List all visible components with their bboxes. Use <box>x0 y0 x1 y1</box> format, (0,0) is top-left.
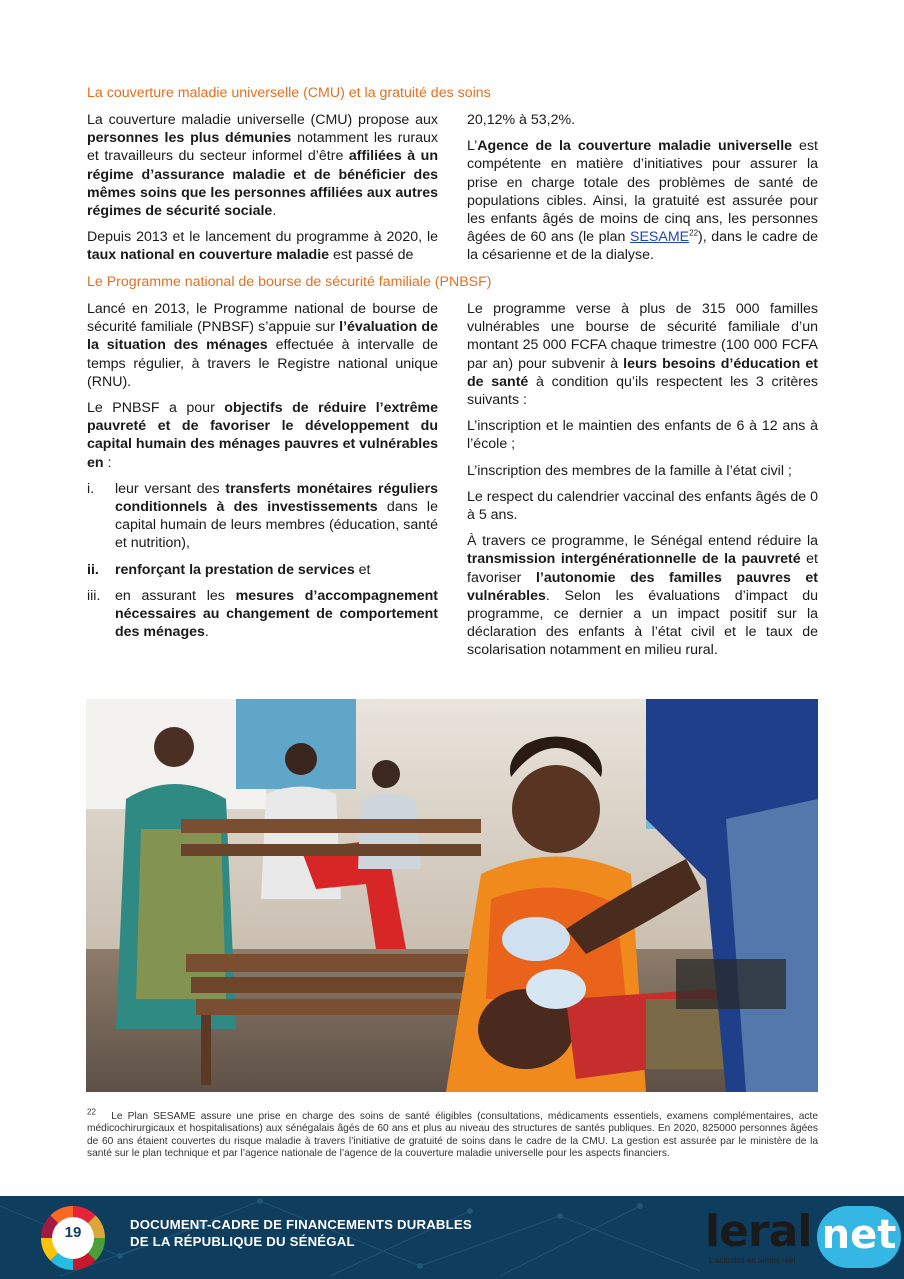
text-run: À travers ce programme, le Sénégal entend réduire la <box>467 533 818 550</box>
pnbsf-criterion-3: Le respect du calendrier vaccinal des enfants âgés de 0 à 5 ans. <box>467 488 818 524</box>
pnbsf-paragraph-4 <box>467 532 818 659</box>
page-number: 19 <box>64 1224 82 1241</box>
bold-text: personnes les plus démunies <box>87 130 292 147</box>
list-item-number: i. <box>87 480 95 497</box>
logo-net: net <box>817 1206 901 1268</box>
bold-text: transferts monétaires réguliers conditionnels à des investissements <box>115 480 438 516</box>
text-run: notamment les ruraux et travailleurs du secteur informel d’être <box>87 130 438 165</box>
page-footer <box>0 1196 904 1279</box>
bold-text: affiliées à un régime d’assurance maladie et de bénéficier des mêmes soins que les personnes affiliées aux autres régimes de sécurité sociale <box>87 148 438 220</box>
bold-text: taux national en couverture maladie <box>87 247 330 264</box>
bold-text: transmission intergénérationnelle de la pauvreté <box>467 551 801 568</box>
cmu-paragraph-1 <box>87 111 438 220</box>
list-item-number: ii. <box>87 561 99 578</box>
text-run: Depuis 2013 et le lancement du programme à 2020, le <box>87 229 438 246</box>
text-run: en assurant les <box>115 587 236 604</box>
pnbsf-paragraph-3 <box>467 300 818 409</box>
footnote-ref-22: 22 <box>689 228 699 238</box>
footnote-number: 22 <box>87 1107 96 1117</box>
cmu-paragraph-4: L’Agence de la couverture maladie universelle est compétente en matière d’initiatives pour assurer la prise en charge totale des problèmes de santé de populations cibles. Ainsi, la gratuité est assurée pour les enfants âgés de moins de cinq ans, les personnes âgées de 60 ans (le plan SESAME$^{22}$), dans le cadre de la césarienne et de la dialyse. <box>467 138 818 264</box>
text-run: Lancé en 2013, le Programme national de bourse de sécurité familiale (PNBSF) s’appuie sur <box>87 301 438 336</box>
text-run: à condition qu’ils respectent les 3 critères suivants : <box>467 373 819 409</box>
cmu-right-column <box>467 111 818 273</box>
text-run: . <box>272 203 277 220</box>
text-run: dans le capital humain de leurs membres (éducation, santé et nutrition), <box>115 499 438 552</box>
list-item <box>87 561 438 579</box>
pnbsf-criterion-2: L’inscription des membres de la famille à l’état civil ; <box>467 462 792 479</box>
list-item <box>87 587 438 642</box>
text-run: . <box>204 624 209 641</box>
text-run: est passé de <box>329 247 414 264</box>
document-title: DOCUMENT-CADRE DE FINANCEMENTS DURABLES DE LA RÉPUBLIQUE DU SÉNÉGAL <box>130 1217 472 1249</box>
text-run: . Selon les évaluations d’impact du programme, ce dernier a un impact positif sur la déclaration des enfants à l’état civil et le taux de scolarisation notamment en milieu rural. <box>467 587 818 659</box>
photo-illustration <box>86 699 818 1092</box>
cmu-left-column <box>87 111 438 273</box>
text-run: Le programme verse à plus de 315 000 familles vulnérables une bourse de sécurité familiale d’un montant 25 000 FCFA chaque trimestre (100 000 FCFA par an) pour subvenir à <box>467 301 818 372</box>
text-run: Le PNBSF a pour <box>87 400 225 417</box>
section-heading-pnbsf: Le Programme national de bourse de sécurité familiale (PNBSF) <box>87 274 492 290</box>
leral-net-logo <box>705 1204 901 1274</box>
bold-text: l’évaluation de la situation des ménages <box>87 319 438 354</box>
text-run: et favoriser <box>467 551 819 586</box>
cmu-paragraph-2 <box>87 228 438 264</box>
bold-text: objectifs de réduire l’extrême pauvreté et de favoriser le développement du capital humain des ménages pauvres et vulnérables en <box>87 400 439 471</box>
text-run: leur versant des <box>115 480 226 497</box>
text-run: : <box>103 454 112 471</box>
vaccination-photo <box>86 699 818 1092</box>
pnbsf-left-column <box>87 300 438 649</box>
pnbsf-criterion-1: L’inscription et le maintien des enfants de 6 à 12 ans à l’école ; <box>467 418 818 453</box>
bold-text: leurs besoins d’éducation et de santé <box>467 355 818 390</box>
sesame-link[interactable]: SESAME <box>630 229 690 246</box>
footnote-22: $^{22}$ Le Plan SESAME assure une prise en charge des soins de santé éligibles (consultations, médicaments essentiels, examens complémentaires, acte médicochirurgicaux et hospitalisations) aux sénégalais âgés de 60 ans et plus au niveau des structures de santés publiques. En 2020, 825000 personnes âgées de 60 ans étaient couvertes du risque maladie à travers l’initiative de gratuité de soins dans le cadre de la CMU. La gestion est assurée par le ministère de la santé sur le plan technique et par l’agence nationale de l’agence de la couverture maladie universelle pour les aspects financiers. <box>87 1107 819 1160</box>
pnbsf-paragraph-2 <box>87 399 438 472</box>
text-run: La couverture maladie universelle (CMU) propose aux <box>87 112 438 128</box>
bold-text: renforçant la prestation de services <box>115 561 355 578</box>
pnbsf-objectives-list <box>87 480 438 642</box>
text-run: effectuée à intervalle de temps régulier, à travers le Registre national unique (RNU). <box>87 337 438 390</box>
cmu-paragraph-3: 20,12% à 53,2%. <box>467 112 576 128</box>
text-run: et <box>354 561 371 578</box>
list-item <box>87 480 438 553</box>
list-item-number: iii. <box>87 587 101 604</box>
pnbsf-right-column <box>467 300 818 668</box>
bold-text: l’autonomie des familles pauvres et vulnérables <box>467 569 818 604</box>
bold-text: mesures d’accompagnement nécessaires au changement de comportement des ménages <box>115 587 438 641</box>
pnbsf-paragraph-1 <box>87 300 438 391</box>
logo-leral: leral <box>705 1206 812 1257</box>
section-heading-cmu: La couverture maladie universelle (CMU) et la gratuité des soins <box>87 85 491 101</box>
logo-tagline: L’actualité en temps réel <box>709 1256 796 1265</box>
